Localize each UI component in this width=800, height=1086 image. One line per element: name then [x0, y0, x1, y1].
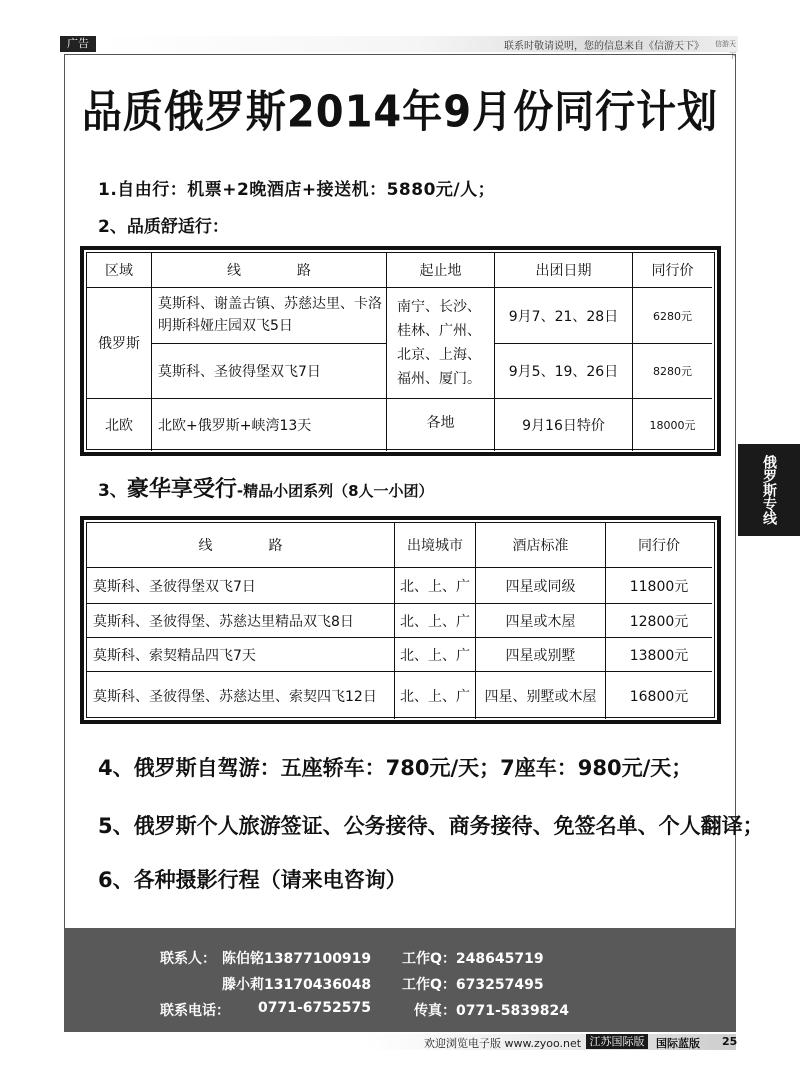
section-luxury-prefix: 3、	[98, 481, 127, 501]
region-nordic: 北欧	[105, 418, 133, 434]
section-luxury-travel	[98, 472, 434, 503]
table-row-route: 莫斯科、谢盖古镇、苏慈达里、卡洛明斯科娅庄园双飞5日	[158, 296, 382, 334]
table-row-date: 9月5、19、26日	[508, 364, 619, 380]
contact-fax: 传真：0771-5839824	[414, 1003, 569, 1019]
table-row-route: 北欧+俄罗斯+峡湾13天	[158, 418, 312, 434]
header-route: 线 路	[198, 538, 283, 554]
table-row-price: 8280元	[653, 365, 692, 378]
table-row-hotel: 四星或同级	[505, 578, 576, 595]
table-row-origin: 各地	[426, 415, 455, 431]
contact-person-1: 陈伯铭13877100919	[222, 951, 372, 967]
table-row-price: 16800元	[629, 688, 689, 705]
contact-qq-1: 工作Q：248645719	[402, 951, 544, 967]
ad-tag: 广告	[60, 36, 96, 52]
page-number: 25	[722, 1035, 738, 1048]
table-row-price: 13800元	[629, 647, 689, 664]
header-date: 出团日期	[535, 263, 592, 279]
table-row-price: 11800元	[629, 578, 689, 595]
table-row-city: 北、上、广	[400, 688, 470, 705]
phone-label: 联系电话：	[160, 1003, 230, 1019]
header-region: 区域	[105, 263, 133, 279]
section-photography: 6、各种摄影行程（请来电咨询）	[98, 868, 407, 892]
contact-phone: 0771-6752575	[258, 1000, 371, 1016]
table-row-city: 北、上、广	[400, 578, 470, 595]
table-row-price: 6280元	[653, 309, 692, 323]
table-row-hotel: 四星、别墅或木屋	[484, 688, 597, 705]
table-row-route: 莫斯科、圣彼得堡、苏慈达里、索契四飞12日	[93, 688, 377, 705]
header-price: 同行价	[651, 263, 694, 279]
header-origin: 起止地	[419, 263, 462, 279]
table-row-hotel: 四星或别墅	[505, 647, 576, 664]
top-notice: 联系时敬请说明，您的信息来自《信游天下》	[504, 41, 704, 52]
table-row-city: 北、上、广	[400, 613, 470, 630]
publisher-logo: 信游天下	[715, 40, 736, 60]
table-row-route: 莫斯科、圣彼得堡、苏慈达里精品双飞8日	[93, 613, 354, 630]
page-title: 品质俄罗斯2014年9月份同行计划	[81, 87, 719, 138]
table-row-price: 12800元	[629, 613, 689, 630]
table-row-date: 9月7、21、28日	[508, 308, 619, 325]
table-row-route: 莫斯科、圣彼得堡双飞7日	[93, 578, 256, 595]
footer-website: 欢迎浏览电子版 www.zyoo.net	[424, 1037, 582, 1050]
header-hotel: 酒店标准	[512, 538, 569, 554]
comfort-tour-table	[80, 246, 721, 456]
table-row-date: 9月16日特价	[522, 418, 605, 434]
header-price: 同行价	[638, 538, 680, 554]
contact-person-2: 滕小莉13170436048	[222, 977, 372, 993]
section-self-drive: 4、俄罗斯自驾游：五座轿车：780元/天；7座车：980元/天；	[98, 756, 693, 780]
section-luxury-suffix: -精品小团系列（8人一小团）	[236, 482, 434, 500]
footer-section: 国际蓝版	[656, 1037, 700, 1050]
table-row-hotel: 四星或木屋	[505, 613, 576, 630]
section-comfort-travel: 2、品质舒适行：	[98, 217, 229, 237]
table-row-city: 北、上、广	[400, 647, 470, 664]
contact-label: 联系人：	[160, 951, 216, 967]
header-route: 线 路	[227, 263, 311, 279]
side-tab-russia-line: 俄罗斯专线	[738, 444, 800, 536]
origins-russia: 南宁、长沙、桂林、广州、北京、上海、福州、厦门。	[397, 299, 481, 387]
region-russia: 俄罗斯	[98, 336, 140, 352]
section-luxury-main: 豪华享受行	[126, 477, 237, 502]
table-row-route: 莫斯科、索契精品四飞7天	[93, 647, 256, 664]
section-free-travel: 1.自由行：机票+2晚酒店+接送机：5880元/人；	[98, 180, 496, 200]
header-city: 出境城市	[407, 538, 463, 554]
footer-edition-badge: 江苏国际版	[586, 1034, 648, 1049]
section-visa-services: 5、俄罗斯个人旅游签证、公务接待、商务接待、免签名单、个人翻译；	[98, 814, 764, 838]
luxury-tour-table	[80, 516, 721, 724]
table-row-route: 莫斯科、圣彼得堡双飞7日	[158, 364, 321, 380]
contact-box	[64, 928, 736, 1032]
table-row-price: 18000元	[649, 419, 696, 432]
contact-qq-2: 工作Q：673257495	[402, 977, 544, 993]
